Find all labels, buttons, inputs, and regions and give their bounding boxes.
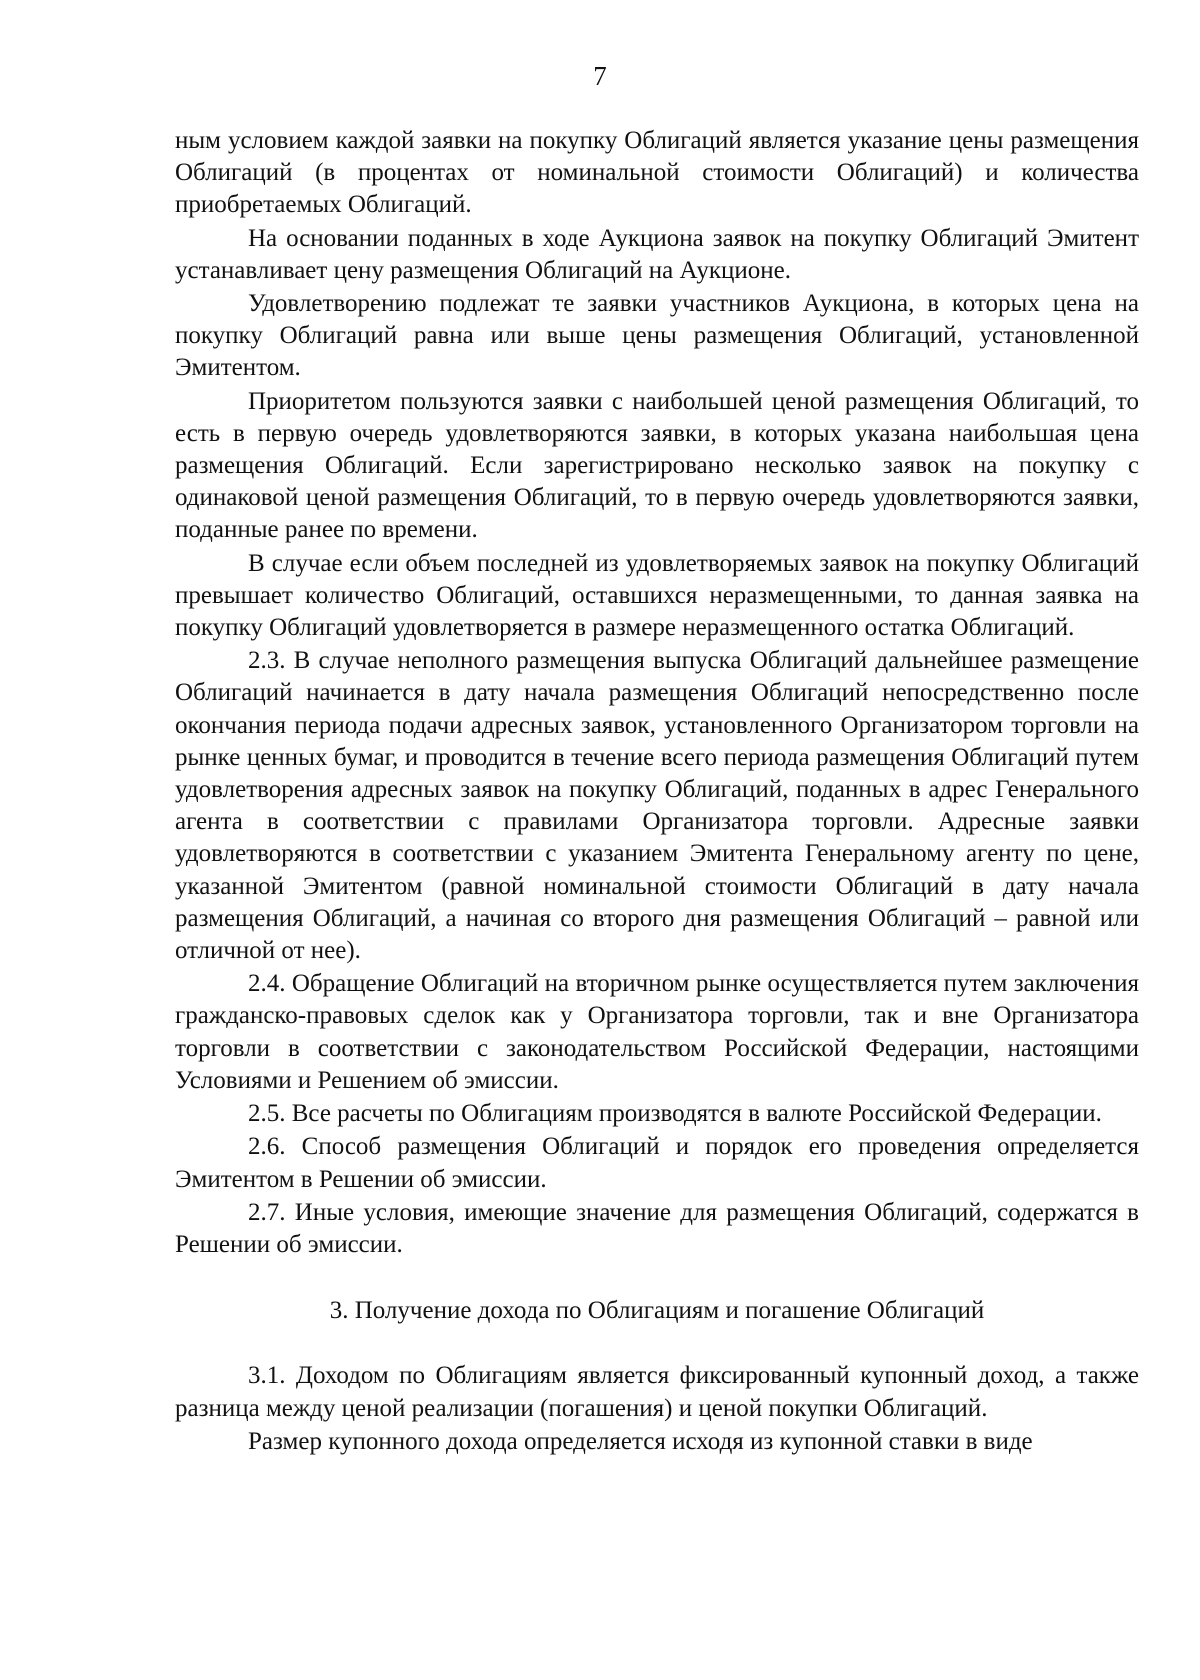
document-body [175,125,1139,1459]
paragraph-volume: В случае если объем последней из удовлетворяемых заявок на покупку Облигаций превышает количество Облигаций, оставшихся неразмещенными, то данная заявка на покупку Облигаций удовлетворяется в размере неразмещенного остатка Облигаций. [175,549,1139,642]
page-number: 7 [593,61,607,91]
paragraph-2-4: 2.4. Обращение Облигаций на вторичном рынке осуществляется путем заключения гражданско-правовых сделок как у Организатора торговли, так и вне Организатора торговли в соответствии с законодательством Российской Федерации, настоящими Условиями и Решением об эмиссии. [175,970,1139,1094]
paragraph-2-5: 2.5. Все расчеты по Облигациям производятся в валюте Российской Федерации. [248,1100,1102,1128]
paragraph-coupon-size: Размер купонного дохода определяется исходя из купонной ставки в виде [248,1427,1033,1455]
paragraph-priority: Приоритетом пользуются заявки с наибольшей ценой размещения Облигаций, то есть в первую очередь удовлетворяются заявки, в которых указана наибольшая цена размещения Облигаций. Если зарегистрировано несколько заявок на покупку с одинаковой ценой размещения Облигаций, то в первую очередь удовлетворяются заявки, поданные ранее по времени. [175,387,1139,544]
paragraph-satisfaction: Удовлетворению подлежат те заявки участников Аукциона, в которых цена на покупку Облигаций равна или выше цены размещения Облигаций, установленной Эмитентом. [175,290,1139,382]
paragraph-2-6: 2.6. Способ размещения Облигаций и порядок его проведения определяется Эмитентом в Решении об эмиссии. [175,1133,1139,1193]
paragraph-2-3: 2.3. В случае неполного размещения выпуска Облигаций дальнейшее размещение Облигаций начинается в дату начала размещения Облигаций непосредственно после окончания периода подачи адресных заявок, установленного Организатором торговли на рынке ценных бумаг, и проводится в течение всего периода размещения Облигаций путем удовлетворения адресных заявок на покупку Облигаций, поданных в адрес Генерального агента в соответствии с правилами Организатора торговли. Адресные заявки удовлетворяются в соответствии с указанием Эмитента Генеральному агенту по цене, указанной Эмитентом (равной номинальной стоимости Облигаций в дату начала размещения Облигаций, а начиная со второго дня размещения Облигаций – равной или отличной от нее). [175,647,1139,965]
paragraph-auction-price: На основании поданных в ходе Аукциона заявок на покупку Облигаций Эмитент устанавливает цену размещения Облигаций на Аукционе. [175,224,1139,284]
paragraph-continuation: ным условием каждой заявки на покупку Облигаций является указание цены размещения Облигаций (в процентах от номинальной стоимости Облигаций) и количества приобретаемых Облигаций. [175,127,1139,219]
section-heading: 3. Получение дохода по Облигациям и погашение Облигаций [329,1297,985,1325]
paragraph-2-7: 2.7. Иные условия, имеющие значение для размещения Облигаций, содержатся в Решении об эмиссии. [175,1198,1139,1258]
paragraph-3-1: 3.1. Доходом по Облигациям является фиксированный купонный доход, а также разница между ценой реализации (погашения) и ценой покупки Облигаций. [175,1362,1139,1422]
